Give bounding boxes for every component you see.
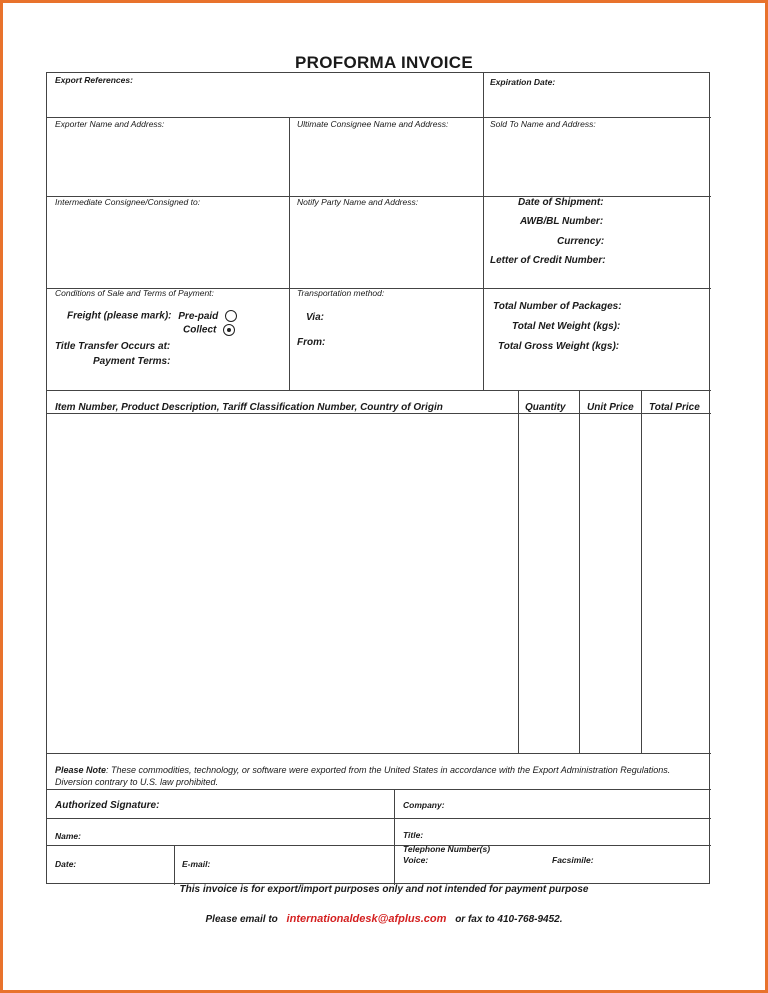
- divider: [174, 845, 175, 885]
- divider: [47, 789, 711, 790]
- items-header-unit-price: Unit Price: [587, 402, 634, 413]
- collect-radio[interactable]: [223, 324, 235, 336]
- ultimate-consignee-label: Ultimate Consignee Name and Address:: [297, 119, 449, 129]
- total-gross-weight-label: Total Gross Weight (kgs):: [498, 341, 620, 352]
- divider: [394, 789, 395, 885]
- awb-bl-label: AWB/BL Number:: [520, 216, 604, 227]
- telephone-label: Telephone Number(s): [403, 844, 491, 854]
- disclaimer-text: This invoice is for export/import purposes only and not intended for payment purpose: [179, 884, 589, 895]
- email-link[interactable]: internationaldesk@afplus.com: [286, 913, 447, 925]
- via-label: Via:: [306, 312, 324, 323]
- divider: [518, 390, 519, 753]
- letter-of-credit-label: Letter of Credit Number:: [490, 255, 606, 266]
- total-net-weight-label: Total Net Weight (kgs):: [512, 321, 621, 332]
- authorized-signature-label: Authorized Signature:: [55, 800, 160, 811]
- divider: [47, 413, 711, 414]
- items-header-description: Item Number, Product Description, Tariff Classification Number, Country of Origin: [55, 402, 443, 413]
- divider: [47, 753, 711, 754]
- page-title: PROFORMA INVOICE: [295, 53, 473, 72]
- transportation-label: Transportation method:: [297, 288, 385, 298]
- email-label: E-mail:: [182, 859, 211, 869]
- date-of-shipment-label: Date of Shipment:: [518, 197, 604, 208]
- export-references-label: Export References:: [55, 75, 133, 85]
- divider: [47, 845, 711, 846]
- divider: [289, 117, 290, 390]
- title-label: Title:: [403, 830, 424, 840]
- exporter-label: Exporter Name and Address:: [55, 119, 165, 129]
- collect-label: Collect: [183, 324, 217, 336]
- invoice-form: [46, 72, 710, 884]
- items-header-total-price: Total Price: [649, 402, 700, 413]
- company-label: Company:: [403, 800, 445, 810]
- divider: [483, 73, 484, 117]
- freight-row: [67, 310, 237, 322]
- expiration-date-label: Expiration Date:: [490, 77, 556, 87]
- facsimile-label: Facsimile:: [552, 855, 594, 865]
- divider: [483, 117, 484, 390]
- name-label: Name:: [55, 831, 81, 841]
- voice-label: Voice:: [403, 855, 429, 865]
- sold-to-label: Sold To Name and Address:: [490, 119, 596, 129]
- contact-line: [0, 913, 768, 925]
- total-packages-label: Total Number of Packages:: [493, 301, 622, 312]
- currency-label: Currency:: [557, 236, 605, 247]
- export-note: [55, 764, 695, 788]
- note-label: Please Note: [55, 765, 107, 775]
- divider: [47, 818, 711, 819]
- freight-label: Freight (please mark):: [67, 310, 172, 322]
- payment-terms-label: Payment Terms:: [93, 356, 171, 367]
- from-label: From:: [297, 337, 326, 348]
- email-prefix: Please email to: [205, 914, 278, 925]
- intermediate-consignee-label: Intermediate Consignee/Consigned to:: [55, 197, 201, 207]
- divider: [641, 390, 642, 753]
- title-transfer-label: Title Transfer Occurs at:: [55, 341, 171, 352]
- prepaid-label: Pre-paid: [178, 310, 219, 322]
- items-header-quantity: Quantity: [525, 402, 566, 413]
- conditions-of-sale-label: Conditions of Sale and Terms of Payment:: [55, 288, 214, 298]
- prepaid-radio[interactable]: [225, 310, 237, 322]
- divider: [47, 390, 711, 391]
- date-label: Date:: [55, 859, 77, 869]
- collect-row: [183, 324, 235, 336]
- divider: [47, 117, 711, 118]
- note-text: : These commodities, technology, or software were exported from the United States in accordance with the Export Administration Regulations. Diversion contrary to U.S. law prohibited.: [55, 765, 671, 787]
- divider: [579, 390, 580, 753]
- notify-party-label: Notify Party Name and Address:: [297, 197, 419, 207]
- fax-text: or fax to 410-768-9452.: [455, 914, 563, 925]
